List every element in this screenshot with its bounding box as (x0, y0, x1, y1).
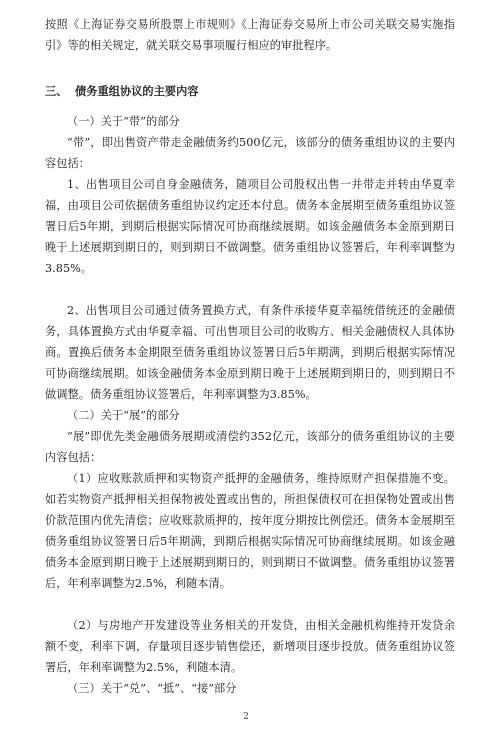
subsection-title-zhan: （二）关于“展”的部分 (67, 409, 180, 422)
dai-item-2: 2、出售项目公司通过债务置换方式，有条件承接华夏幸福统借统还的金融债务，具体置换方式由华夏幸福、可出售项目公司的收购方、相关金融债权人具体协商。置换后债务本金期限至债务重组协议签署日后5年期满，到期后根据实际情况可协商继续展期。如该金融债务本金原到期日晚于上述展期到期日的，则到期日不做调整。债务重组协议签署后，年利率调整为3.85%。 (45, 304, 455, 401)
page-number: 2 (243, 712, 249, 722)
intro-paragraph: 按照《上海证券交易所股票上市规则》《上海证券交易所上市公司关联交易实施指引》等的相关规定，就关联交易事项履行相应的审批程序。 (45, 18, 455, 52)
subsection-intro-dai: “带”，即出售资产带走金融债务约500亿元，该部分的债务重组协议的主要内容包括： (45, 136, 455, 170)
subsection-title-dai: （一）关于“带”的部分 (67, 115, 180, 128)
zhan-item-2: （2）与房地产开发建设等业务相关的开发贷，由相关金融机构维持开发贷余额不变，利率下调，存量项目逐步销售偿还，新增项目逐步投放。债务重组协议签署后，年利率调整为2.5%，利随本清。 (45, 619, 455, 674)
section-title: 债务重组协议的主要内容 (75, 85, 199, 98)
subsection-intro-zhan: “展”即优先类金融债务展期或清偿约352亿元，该部分的债务重组协议的主要内容包括： (45, 430, 455, 464)
section-heading (45, 81, 455, 102)
section-number: 三、 (45, 85, 68, 98)
dai-item-1: 1、出售项目公司自身金融债务，随项目公司股权出售一并带走并转由华夏幸福，由项目公司依据债务重组协议约定还本付息。债务本金展期至债务重组协议签署日后5年期，到期后根据实际情况可协商继续展期。如该金融债务本金原到期日晚于上述展期到期日的，则到期日不做调整。债务重组协议签署后，年利率调整为3.85%。 (45, 178, 455, 275)
zhan-item-1: （1）应收账款质押和实物资产抵押的金融债务，维持原财产担保措施不变。如若实物资产抵押相关担保物被处置或出售的，所担保债权可在担保物处置或出售价款范围内优先清偿；应收账款质押的，按年度分期按比例偿还。债务本金展期至债务重组协议签署日后5年期满，到期后根据实际情况可协商继续展期。如该金融债务本金原到期日晚于上述展期到期日的，则到期日不做调整。债务重组协议签署后，年利率调整为2.5%，利随本清。 (45, 472, 455, 590)
subsection-title-dui-di-jie: （三）关于“兑”、“抵”、“接”部分 (67, 682, 237, 695)
